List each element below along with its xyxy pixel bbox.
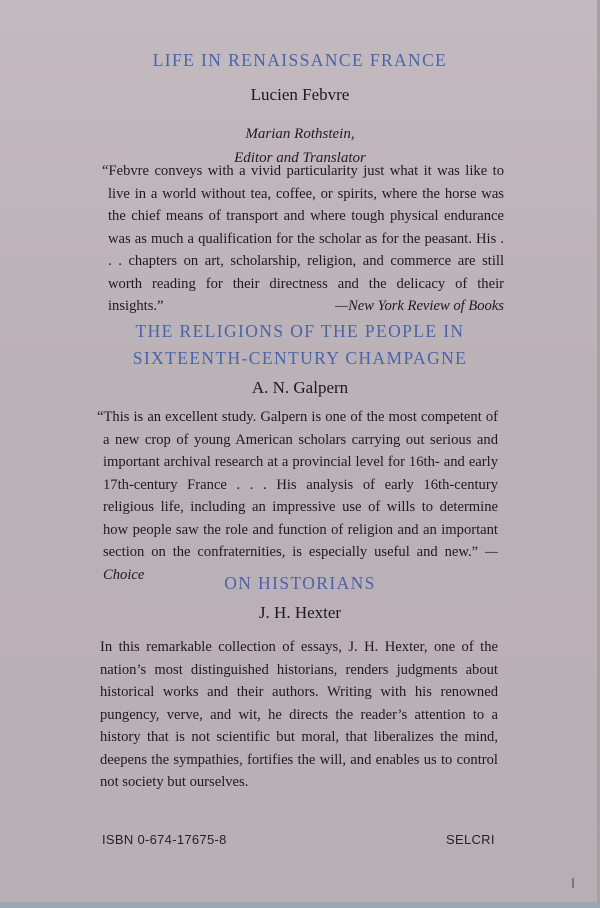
book2-quote-block — [97, 406, 498, 586]
book3-author: J. H. Hexter — [258, 603, 342, 622]
book1-quote-source: —New York Review of Books — [335, 298, 504, 314]
book2-quote: “This is an excellent study. Galpern is one of the most competent of a new crop of young American scholars carrying out serious and important archival research at a provincial level for 16th- and early 17th-century France . . . His analysis of early 16th-century religious life, including an impressive use of wills to determine how people saw the role and function of religion and an important section on the confraternities, is especially useful and new.” — [97, 409, 498, 560]
book1-editor-role: Editor and Translator — [234, 150, 366, 166]
book2-quote-source: —Choice — [103, 544, 498, 583]
series-code: SELCRI — [446, 832, 495, 847]
spine-mark — [572, 878, 574, 888]
book3-description: In this remarkable collection of essays, J. H. Hexter, one of the nation’s most distinguished historians, renders judgments about historical works and their authors. Writing with his renowned pungency, verve, and wit, he directs the reader’s attention to a history that is not scientific but moral, that liberalizes the mind, deepens the sympathies, fortifies the will, and enables us to control not society but ourselves. — [100, 639, 498, 790]
book1-author: Lucien Febvre — [250, 85, 350, 104]
book2-author: A. N. Galpern — [251, 378, 349, 397]
book1-quote-block — [102, 160, 504, 318]
book3-title: ON HISTORIANS — [224, 573, 376, 593]
book1-title: LIFE IN RENAISSANCE FRANCE — [152, 50, 448, 70]
isbn-label: ISBN 0-674-17675-8 — [102, 832, 227, 847]
book2-title-line2: SIXTEENTH-CENTURY CHAMPAGNE — [132, 348, 468, 368]
book1-editor-name: Marian Rothstein, — [245, 126, 355, 142]
cover-edge-bottom — [0, 902, 600, 908]
book2-title-line1: THE RELIGIONS OF THE PEOPLE IN — [135, 321, 465, 341]
book2-title — [0, 318, 600, 372]
book1-quote: “Febvre conveys with a vivid particularity just what it was like to live in a world without tea, coffee, or spirits, where the horse was the chief means of transport and where tough physical endurance was as much a qualification for the scholar as for the peasant. His . . . chapters on art, scholarship, religion, and commerce are still worth reading for their directness and the delicacy of their insights.” — [102, 163, 504, 314]
